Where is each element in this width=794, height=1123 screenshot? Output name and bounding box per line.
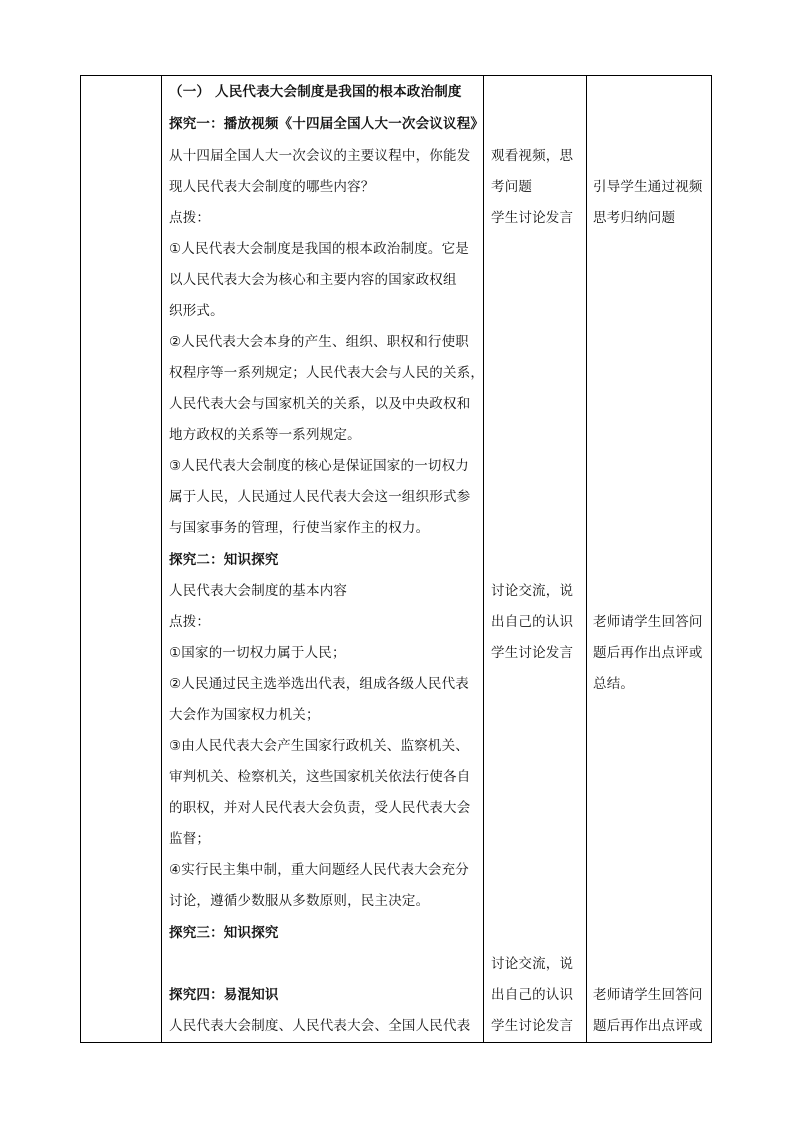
design-intent-line: 题后再作出点评或 (593, 645, 703, 661)
hint1-line: 属于人民，人民通过人民代表大会这一组织形式参 (169, 489, 471, 505)
hint2-line: ②人民通过民主选举选出代表，组成各级人民代表 (169, 676, 470, 692)
hint1-line: ③人民代表大会制度的核心是保证国家的一切权力 (169, 458, 470, 474)
hint1-line: 权程序等一系列规定；人民代表大会与人民的关系， (169, 365, 485, 381)
student-activity-line: 讨论交流，说 (491, 956, 574, 972)
column-divider-1 (161, 76, 162, 1042)
student-activity-line: 学生讨论发言 (491, 645, 574, 661)
hint1-line: ①人民代表大会制度是我国的根本政治制度。它是 (169, 241, 470, 257)
hint2-line: ①国家的一切权力属于人民； (169, 645, 346, 661)
explore3-heading: 探究三：知识探究 (169, 925, 279, 941)
hint1-line: 人民代表大会与国家机关的关系，以及中央政权和 (169, 396, 471, 412)
hint2-line: 审判机关、检察机关，这些国家机关依法行使各自 (169, 769, 471, 785)
explore1-question-line: 从十四届全国人大一次会议的主要议程中，你能发 (169, 148, 471, 164)
hint1-line: ②人民代表大会本身的产生、组织、职权和行使职 (169, 334, 470, 350)
hint2-line: 讨论，遵循少数服从多数原则，民主决定。 (169, 893, 430, 909)
hint2-line: 大会作为国家权力机关； (169, 707, 320, 723)
explore2-heading: 探究二：知识探究 (169, 552, 279, 568)
student-activity-line: 学生讨论发言 (491, 210, 574, 226)
student-activity-line: 观看视频，思 (491, 148, 574, 164)
design-intent-line: 思考归纳问题 (593, 210, 676, 226)
student-activity-line: 出自己的认识 (491, 614, 574, 630)
hint2-line: 监督； (169, 831, 211, 847)
design-intent-line: 老师请学生回答问 (593, 614, 703, 630)
hint2-line: ④实行民主集中制，重大问题经人民代表大会充分 (169, 862, 470, 878)
explore4-heading: 探究四：易混知识 (169, 987, 279, 1003)
student-activity-line: 出自己的认识 (491, 987, 574, 1003)
design-intent-line: 题后再作出点评或 (593, 1018, 703, 1034)
hint1-line: 与国家事务的管理，行使当家作主的权力。 (169, 520, 430, 536)
explore1-heading: 探究一：播放视频《十四届全国人大一次会议议程》 (169, 116, 485, 132)
student-activity-line: 考问题 (491, 179, 533, 195)
hint1-line: 地方政权的关系等一系列规定。 (169, 427, 361, 443)
hint2-line: 的职权，并对人民代表大会负责，受人民代表大会 (169, 800, 471, 816)
hint2-label: 点拨： (169, 614, 211, 630)
design-intent-line: 总结。 (593, 676, 635, 692)
section-title: （一） 人民代表大会制度是我国的根本政治制度 (169, 84, 462, 100)
student-activity-line: 学生讨论发言 (491, 1018, 574, 1034)
column-divider-3 (586, 76, 587, 1042)
hint2-line: ③由人民代表大会产生国家行政机关、监察机关、 (169, 738, 470, 754)
design-intent-line: 引导学生通过视频 (593, 179, 703, 195)
explore1-question-line: 现人民代表大会制度的哪些内容？ (169, 179, 375, 195)
design-intent-line: 老师请学生回答问 (593, 987, 703, 1003)
column-divider-2 (483, 76, 484, 1042)
explore2-topic: 人民代表大会制度的基本内容 (169, 583, 348, 599)
hint1-line: 以人民代表大会为核心和主要内容的国家政权组 (169, 272, 457, 288)
hint1-label: 点拨： (169, 210, 211, 226)
explore4-text: 人民代表大会制度、人民代表大会、全国人民代表 (169, 1018, 471, 1034)
hint1-line: 织形式。 (169, 303, 224, 319)
student-activity-line: 讨论交流，说 (491, 583, 574, 599)
lesson-plan-table (80, 75, 712, 1043)
